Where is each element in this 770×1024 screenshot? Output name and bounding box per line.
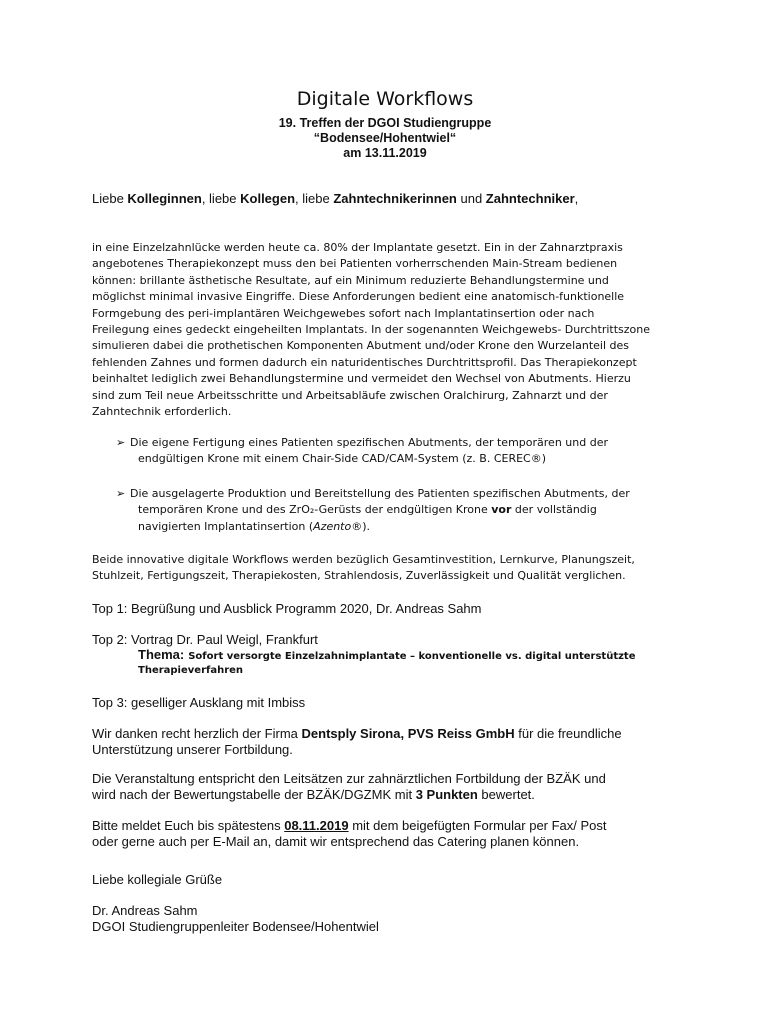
date-line: am 13.11.2019	[343, 146, 427, 160]
bullet-text: ).	[362, 519, 371, 533]
meeting-line: 19. Treffen der DGOI Studiengruppe	[278, 116, 492, 130]
registration-text: Bitte meldet Euch bis spätestens	[92, 818, 285, 833]
document-title: Digitale Workflows	[296, 88, 474, 110]
intro-line: fehlenden Zahnes und formen dadurch ein naturidentisches Durchtrittsprofil. Das Therapiekonzept	[92, 355, 637, 369]
salutation-bold: Zahntechniker	[485, 191, 575, 206]
bullet-line: Die ausgelagerte Produktion und Bereitstellung des Patienten spezifischen Abutments, der	[130, 487, 630, 500]
agenda-top2: Top 2: Vortrag Dr. Paul Weigl, Frankfurt	[92, 632, 318, 647]
comparison-line: Stuhlzeit, Fertigungszeit, Therapiekosten, Strahlendosis, Zuverlässigkeit und Qualität verglichen.	[92, 569, 626, 583]
intro-line: Freilegung eines gedeckt eingeheilten Implantats. In der sogenannten Weichgewebs- Durchtrittszone	[92, 323, 651, 337]
arrow-bullet-icon: ➢	[116, 487, 126, 500]
thanks-paragraph	[92, 726, 692, 758]
salutation	[92, 191, 692, 207]
accreditation-text: wird nach der Bewertungstabelle der BZÄK/DGZMK mit	[92, 787, 416, 802]
thema-label: Thema:	[138, 647, 185, 662]
accreditation-line: Die Veranstaltung entspricht den Leitsätzen zur zahnärztlichen Fortbildung der BZÄK und	[92, 771, 606, 786]
agenda-top1: Top 1: Begrüßung und Ausblick Programm 2020, Dr. Andreas Sahm	[92, 601, 482, 616]
sponsor-name: Dentsply Sirona, PVS Reiss GmbH	[301, 726, 515, 741]
bullet-line	[130, 502, 675, 518]
thanks-text: Wir danken recht herzlich der Firma	[92, 726, 302, 741]
accreditation-text: bewertet.	[477, 787, 535, 802]
intro-line: simulieren dabei die prothetischen Komponenten Abutment und/oder Krone den Wurzelanteil des	[92, 339, 630, 353]
intro-line: in eine Einzelzahnlücke werden heute ca. 80% der Implantate gesetzt. Ein in der Zahnarztpraxis	[92, 241, 623, 254]
registration-text: mit dem beigefügten Formular per Fax/ Post	[348, 818, 607, 833]
salutation-text: , liebe	[295, 191, 334, 206]
thema-text-line2: Therapieverfahren	[138, 665, 244, 676]
thanks-line	[92, 726, 692, 742]
registration-paragraph	[92, 818, 692, 850]
intro-line: beinhaltet lediglich zwei Behandlungstermine und vermeidet den Wechsel von Abutments. Hierzu	[92, 372, 631, 386]
salutation-text: Liebe	[92, 191, 128, 206]
arrow-bullet-icon: ➢	[116, 436, 126, 449]
intro-line: können: brillante ästhetische Resultate, auf ein Minimum reduzierte Behandlungstermine und	[92, 273, 609, 287]
intro-line: Formgebung des peri-implantären Weichgewebes sofort nach Implantatinsertion oder nach	[92, 306, 595, 320]
bullet-line: endgültigen Krone mit einem Chair-Side CAD/CAM-System (z. B. CEREC®)	[138, 452, 547, 466]
thema-text: Sofort versorgte Einzelzahnimplantate – konventionelle vs. digital unterstützte	[188, 651, 636, 662]
thanks-line: Unterstützung unserer Fortbildung.	[92, 742, 293, 757]
bullet-text: navigierten Implantatinsertion (	[138, 519, 314, 533]
agenda-thema	[138, 647, 698, 665]
salutation-text: und	[456, 191, 486, 206]
group-name-line: “Bodensee/Hohentwiel“	[313, 131, 457, 145]
salutation-bold: Kolleginnen	[127, 191, 202, 206]
intro-line: sind zum Teil neue Arbeitsschritte und Arbeitsabläufe zwischen Oralchirurg, Zahnarzt und der	[92, 388, 608, 402]
bullet-italic: Azento®	[313, 519, 363, 533]
intro-line: Zahntechnik erforderlich.	[92, 405, 232, 419]
salutation-text: ,	[574, 191, 579, 206]
registration-deadline: 08.11.2019	[284, 818, 349, 833]
bullet-line: Die eigene Fertigung eines Patienten spezifischen Abutments, der temporären und der	[130, 436, 608, 449]
bullet-bold: vor	[491, 503, 512, 517]
intro-line: angebotenes Therapiekonzept muss den bei Patienten vorherrschenden Main-Stream bedienen	[92, 257, 618, 271]
comparison-line: Beide innovative digitale Workflows werden bezüglich Gesamtinvestition, Lernkurve, Planungszeit,	[92, 553, 635, 566]
intro-line: möglichst minimal invasive Eingriffe. Diese Anforderungen bedient eine anatomisch-funktionelle	[92, 290, 625, 304]
accreditation-line	[92, 787, 692, 803]
points-value: 3 Punkten	[415, 787, 478, 802]
bullet-line	[130, 519, 675, 535]
accreditation-paragraph	[92, 771, 692, 803]
signature-block	[92, 903, 692, 935]
intro-paragraph	[92, 240, 687, 420]
registration-line	[92, 818, 692, 834]
agenda-top3: Top 3: geselliger Ausklang mit Imbiss	[92, 695, 306, 710]
registration-line: oder gerne auch per E-Mail an, damit wir entsprechend das Catering planen können.	[92, 834, 580, 849]
signer-role: DGOI Studiengruppenleiter Bodensee/Hohentwiel	[92, 919, 379, 934]
salutation-bold: Kollegen	[240, 191, 296, 206]
closing-regards: Liebe kollegiale Grüße	[92, 872, 223, 887]
comparison-paragraph	[92, 552, 687, 585]
thanks-text: für die freundliche	[514, 726, 622, 741]
bullet-text: temporären Krone und des ZrO₂-Gerüsts der endgültigen Krone	[138, 503, 492, 517]
signer-name: Dr. Andreas Sahm	[92, 903, 198, 918]
salutation-bold: Zahntechnikerinnen	[333, 191, 457, 206]
bullet-text: der vollständig	[511, 503, 597, 517]
salutation-text: , liebe	[201, 191, 241, 206]
